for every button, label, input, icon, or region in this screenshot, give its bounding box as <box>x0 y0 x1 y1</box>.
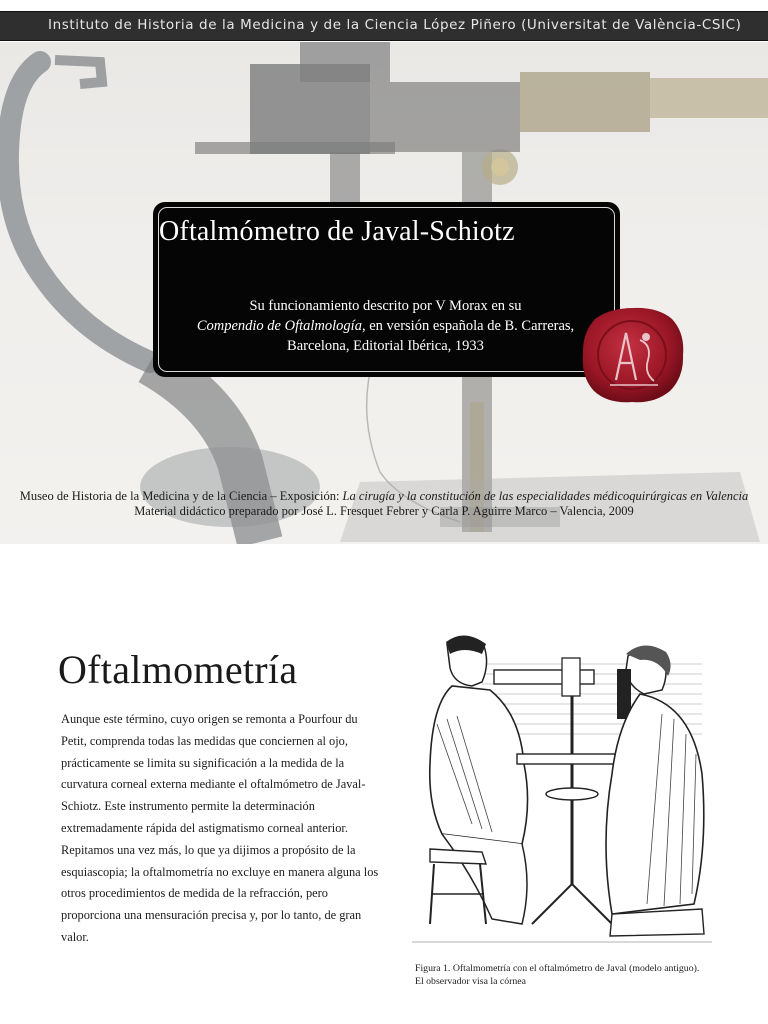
figure-caption <box>415 963 765 988</box>
subtitle-line3: Barcelona, Editorial Ibérica, 1933 <box>287 338 484 354</box>
subtitle-book-title: Compendio de Oftalmología <box>196 318 362 334</box>
title-panel <box>153 202 620 377</box>
museum-exhibition: La cirugía y la constitución de las especialidades médicoquirúrgicas en Valencia <box>342 489 749 503</box>
museum-credits <box>0 489 768 519</box>
museum-prefix: Museo de Historia de la Medicina y de la Ciencia – Exposición: <box>19 489 343 503</box>
subtitle-line2: , en versión española de B. Carreras, <box>361 318 575 334</box>
body-paragraph: Aunque este término, cuyo origen se remonta a Pourfour du Petit, comprenda todas las medidas que conciernen al ojo, prácticamente se limita su significación a la medida de la curvatura corneal externa mediante el oftalmómetro de Javal-Schiotz. Este instrumento permite la determinación extremadamente rápida del astigmatismo corneal anterior. Repitamos una vez más, lo que ya dijimos a propósito de la esquiascopia; la oftalmometría no excluye en manera alguna los otros procedimientos de medida de la refracción, pero proporciona una mensuración precisa y, por lo tanto, de gran valor. <box>61 712 379 944</box>
page-title: Oftalmómetro de Javal-Schiotz <box>159 216 515 247</box>
caption-line2: El observador visa la córnea <box>415 975 526 987</box>
wax-seal-icon <box>580 305 686 405</box>
header-bar <box>0 11 768 41</box>
engraving-examination-icon <box>412 624 712 954</box>
section-heading: Oftalmometría <box>58 647 298 692</box>
credits-line: Material didáctico preparado por José L. Fresquet Febrer y Carla P. Aguirre Marco – Valencia, 2009 <box>134 504 634 518</box>
subtitle <box>183 296 588 356</box>
institution-name: Instituto de Historia de la Medicina y de la Ciencia López Piñero (Universitat de València-CSIC) <box>48 17 742 33</box>
subtitle-line1: Su funcionamiento descrito por V Morax en su <box>249 298 522 314</box>
caption-line1: Figura 1. Oftalmometría con el oftalmómetro de Javal (modelo antiguo). <box>415 963 700 974</box>
